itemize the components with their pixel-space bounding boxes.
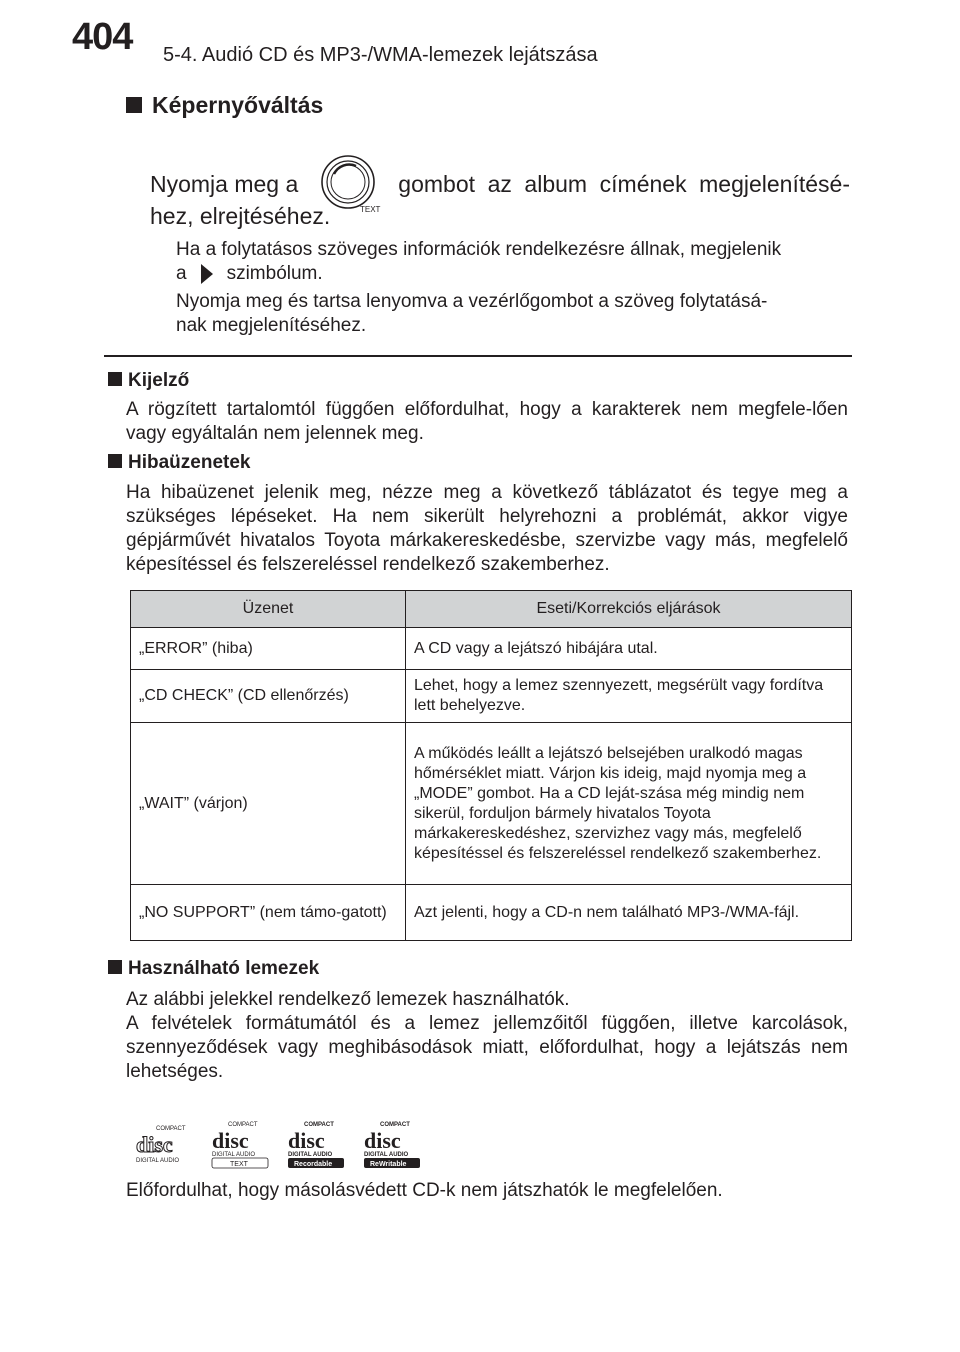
compact-disc-text-logo-icon <box>210 1120 270 1170</box>
section-heading-screen-switch: Képernyőváltás <box>126 92 323 119</box>
error-message-table <box>130 590 852 941</box>
svg-text:disc: disc <box>364 1128 401 1153</box>
errors-text: Ha hibaüzenet jelenik meg, nézze meg a következő táblázatot és tegye meg a szükséges lépéseket. Ha nem sikerült helyrehozni a problémát, akkor vigye gépjárművét hivatalos Toyota márkakereskedésbe, szervizbe vagy más, megfelelő képesítéssel és felszereléssel rendelkező szakemberhez. <box>126 482 848 575</box>
table-cell: „CD CHECK” (CD ellenőrzés) <box>131 670 406 723</box>
svg-text:DIGITAL AUDIO: DIGITAL AUDIO <box>136 1158 180 1164</box>
square-bullet-icon <box>108 454 122 468</box>
square-bullet-icon <box>108 372 122 386</box>
svg-text:disc: disc <box>212 1128 249 1153</box>
continue-arrow-icon <box>187 262 227 286</box>
svg-text:COMPACT: COMPACT <box>304 1122 334 1128</box>
table-cell: Lehet, hogy a lemez szennyezett, megsérült vagy fordítva lett behelyezve. <box>406 670 852 723</box>
table-row <box>131 670 852 723</box>
note-line-4: nak megjelenítéséhez. <box>176 315 367 336</box>
disc-logos <box>134 1120 422 1170</box>
svg-text:DIGITAL AUDIO: DIGITAL AUDIO <box>364 1152 409 1158</box>
svg-text:DIGITAL AUDIO: DIGITAL AUDIO <box>288 1152 333 1158</box>
table-row <box>131 723 852 885</box>
usable-text-1: Az alábbi jelekkel rendelkező lemezek használhatók. <box>126 989 570 1010</box>
svg-text:ReWritable: ReWritable <box>370 1161 407 1168</box>
table-row <box>131 885 852 941</box>
usable-text-2: A felvételek formátumától és a lemez jellemzőitől függően, illetve karcolások, szennyeződések vagy meghibásodások miatt, előfordulhat, hogy a lejátszás nem lehetséges. <box>126 1013 848 1082</box>
note-line-3: Nyomja meg és tartsa lenyomva a vezérlőgombot a szöveg folytatásá- <box>176 291 768 312</box>
compact-disc-rewritable-logo-icon <box>362 1120 422 1170</box>
section-heading-display: Kijelző <box>108 370 189 392</box>
square-bullet-icon <box>126 97 142 113</box>
divider <box>104 355 852 357</box>
table-header-cell: Eseti/Korrekciós eljárások <box>406 591 852 628</box>
svg-text:disc: disc <box>288 1128 325 1153</box>
svg-text:disc: disc <box>136 1132 173 1157</box>
display-text: A rögzített tartalomtól függően előfordulhat, hogy a karakterek nem megfele-lően vagy egyáltalán nem jelennek meg. <box>126 399 848 444</box>
table-header-cell: Üzenet <box>131 591 406 628</box>
table-cell: „NO SUPPORT” (nem támo-gatott) <box>131 885 406 941</box>
svg-text:TEXT: TEXT <box>230 1161 248 1168</box>
section-heading-usable-discs: Használható lemezek <box>108 958 319 980</box>
copy-protection-note: Előfordulhat, hogy másolásvédett CD-k nem játszhatók le megfelelően. <box>126 1180 723 1201</box>
table-cell: „ERROR” (hiba) <box>131 628 406 670</box>
note-line-2: a szimbólum. <box>176 263 323 284</box>
page-number: 404 <box>72 16 133 58</box>
note-line-1: Ha a folytatásos szöveges információk rendelkezésre állnak, megjelenik <box>176 239 782 260</box>
svg-text:Recordable: Recordable <box>294 1161 333 1168</box>
square-bullet-icon <box>108 960 122 974</box>
table-header-row <box>131 591 852 628</box>
svg-text:COMPACT: COMPACT <box>228 1122 258 1128</box>
compact-disc-recordable-logo-icon <box>286 1120 346 1170</box>
instruction-line: Nyomja meg a TEXT gombot az album címének megjelenítésé- <box>150 154 850 214</box>
table-row <box>131 628 852 670</box>
section-heading-errors: Hibaüzenetek <box>108 452 250 474</box>
compact-disc-audio-logo-icon <box>134 1120 194 1170</box>
table-cell: A működés leállt a lejátszó belsejében uralkodó magas hőmérséklet miatt. Várjon kis ideig, majd nyomja meg a „MODE” gombot. Ha a CD leját-szása még mindig nem sikerül, forduljon bármely hivatalos Toyota márkakereskedéshez, szervizhez vagy más, megfelelő képesítéssel és felszereléssel rendelkező szakemberhez. <box>406 723 852 885</box>
svg-text:COMPACT: COMPACT <box>156 1126 186 1132</box>
table-cell: A CD vagy a lejátszó hibájára utal. <box>406 628 852 670</box>
table-cell: „WAIT” (várjon) <box>131 723 406 885</box>
knob-label: TEXT <box>360 205 381 214</box>
table-cell: Azt jelenti, hogy a CD-n nem található MP3-/WMA-fájl. <box>406 885 852 941</box>
svg-text:DIGITAL AUDIO: DIGITAL AUDIO <box>212 1152 256 1158</box>
header-title: 5-4. Audió CD és MP3-/WMA-lemezek lejátszása <box>163 44 598 66</box>
instruction-line-2: hez, elrejtéséhez. <box>150 203 331 229</box>
svg-text:COMPACT: COMPACT <box>380 1122 410 1128</box>
